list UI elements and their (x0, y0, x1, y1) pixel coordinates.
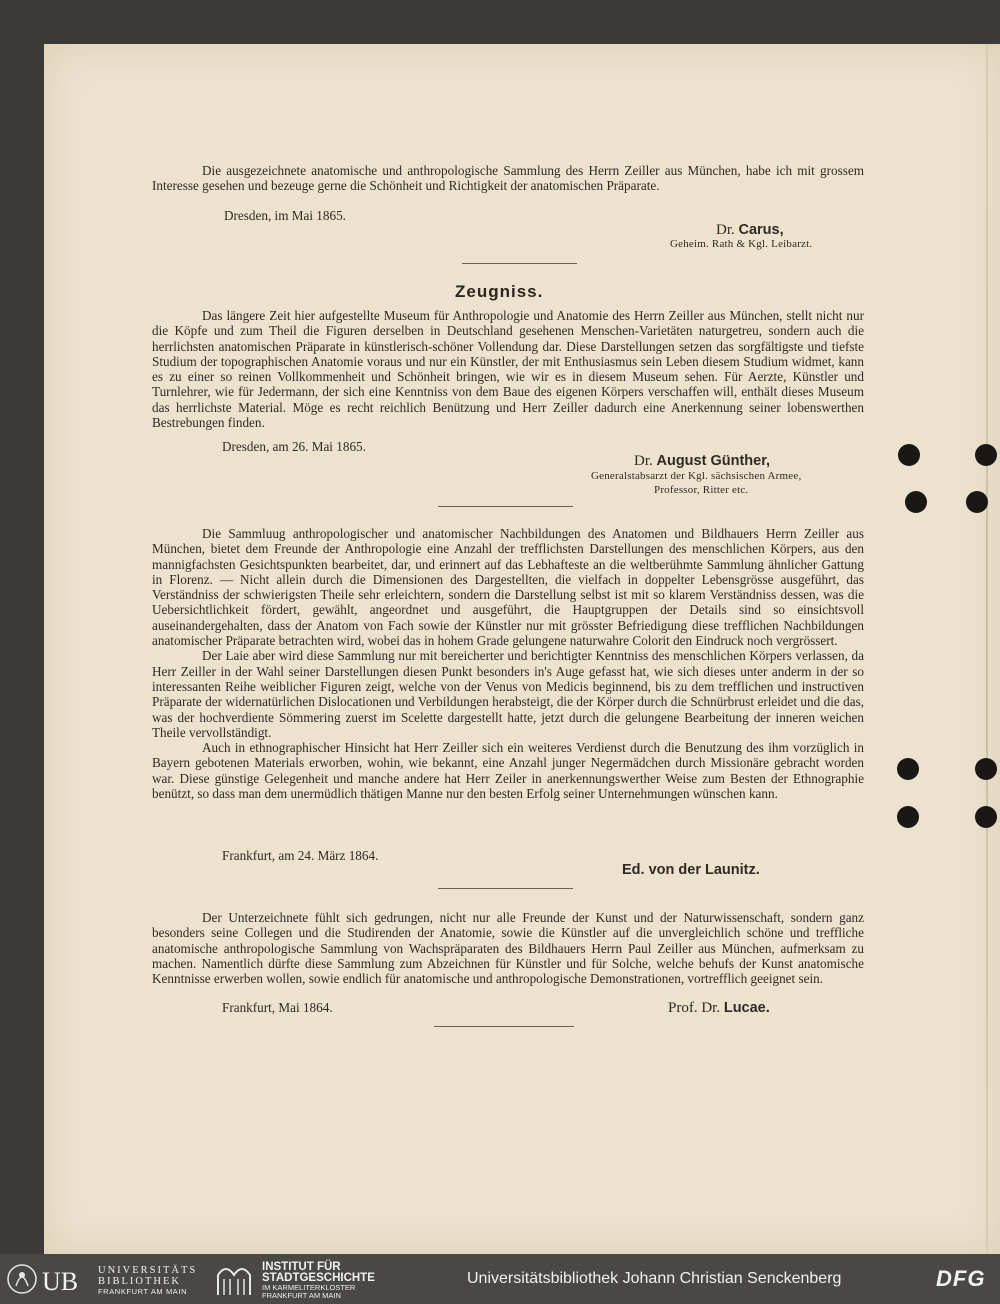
ub-logo-text: UB (42, 1267, 79, 1296)
divider (438, 506, 573, 507)
punch-hole (975, 758, 997, 780)
punch-hole (975, 806, 997, 828)
punch-hole (897, 758, 919, 780)
guenther-signature (634, 453, 770, 470)
zeugniss-text: Das längere Zeit hier aufgestellte Museum für Anthropologie und Anatomie des Herrn Zeiller aus München, stellt nicht nur die Köpfe und zum Theil die Figuren derselben in Deutschland gesehenen Menschen-Varietäten naturgetreu, sondern auch die herrlichsten anatomischen Präparate in künstlerisch-schöner Vollendung dar. Diese Darstellungen setzen das sorgfältigste und tiefste Studium der topographischen Anatomie voraus und nur ein Künstler, der mit Enthusiasmus sein Leben diesem Studium widmet, kann es zu einer so reinen Vollkommenheit und Schönheit bringen, wie wir es in diesem Museum sehen. Für Aerzte, Künstler und Turnlehrer, wie für Jedermann, der sich eine Kenntniss von dem Baue des eigenen Körpers verschaffen will, enthält dieses Museum das herrlichste Material. Möge es recht reichlich Benützung und Herr Zeiller dadurch eine Anerkennung seiner lobenswerthen Bestrebungen finden. (152, 308, 864, 431)
lucae-signature (668, 1000, 770, 1017)
ub-line-1: UNIVERSITÄTS (98, 1265, 198, 1276)
isg-line-3: IM KARMELITERKLOSTER (262, 1283, 356, 1292)
ub-logo-icon[interactable] (6, 1262, 96, 1296)
isg-line-1: INSTITUT FÜR (262, 1261, 341, 1273)
carus-sig-title: Geheim. Rath & Kgl. Leibarzt. (670, 238, 813, 250)
zeugniss-heading: Zeugniss. (455, 282, 544, 301)
dfg-logo[interactable]: DFG (936, 1266, 986, 1291)
library-title: Universitätsbibliothek Johann Christian Senckenberg (467, 1270, 842, 1287)
guenther-sig-name: August Günther, (656, 453, 771, 469)
guenther-sig-title-1: Generalstabsarzt der Kgl. sächsischen Armee, (591, 470, 802, 482)
punch-hole (905, 491, 927, 513)
carus-sig-name: Carus, (738, 222, 784, 238)
lucae-sig-name: Lucae. (723, 1000, 770, 1016)
lucae-text: Der Unterzeichnete fühlt sich gedrungen, nicht nur alle Freunde der Kunst und der Naturwissenschaft, sondern ganz besonders seine Collegen und die Studirenden der Anatomie, sowie die Künstler auf die unvergleichlich schöne und treffliche anatomische anthropologische Sammlung von Wachspräparaten des Bildhauers Herrn Paul Zeiller aus München, aufmerksam zu machen. Namentlich dürfte diese Sammlung zum Abzeichnen für Künstler und für Solche, welche behufs der Kunst anatomische Kenntnisse erwerben wollen, sowie endlich für anatomische und anthropologische Demonstrationen, vortrefflich geeignet sein. (152, 910, 864, 987)
carus-testimonial (152, 163, 864, 194)
divider (434, 1026, 574, 1027)
isg-logo-icon[interactable] (214, 1261, 254, 1297)
carus-text: Die ausgezeichnete anatomische und anthropologische Sammlung des Herrn Zeiller aus München, habe ich mit grossem Interesse gesehen und bezeuge gerne die Schönheit und Richtigkeit der anatomischen Präparate. (152, 163, 864, 194)
launitz-signature (622, 862, 760, 879)
carus-date: Dresden, im Mai 1865. (224, 208, 346, 223)
ub-line-2: BIBLIOTHEK (98, 1275, 181, 1287)
carus-signature (716, 222, 784, 239)
launitz-sig-name: Ed. von der Launitz. (622, 862, 760, 878)
ub-name[interactable] (98, 1266, 197, 1298)
divider (462, 263, 577, 264)
isg-line-4: FRANKFURT AM MAIN (262, 1291, 341, 1300)
launitz-para-2: Der Laie aber wird diese Sammlung nur mit bereicherter und berichtigter Kenntniss des menschlichen Körpers verlassen, da Herr Zeiller in der Wahl seiner Darstellungen diesen Punkt besonders in's Auge gefasst hat, wie sich dieses unter anderm in der so interessanten Reihe weiblicher Figuren zeigt, welche von der Venus von Medicis beginnend, bis zu dem trefflichen und instructiven Präparate der widernatürlichen Dislocationen und Verbildungen herabsteigt, die der Körper durch die Schnürbrust erleidet und die das, was der hochverdiente Sömmering zuerst im Scelette dargestellt hatte, jetzt durch die gelungene Bearbeitung der inneren weichen Theile vervollständigt. (152, 648, 864, 740)
guenther-sig-title-2: Professor, Ritter etc. (654, 484, 749, 496)
launitz-para-1: Die Sammluug anthropologischer und anatomischer Nachbildungen des Anatomen und Bildhauers Herrn Zeiller aus München, bietet dem Freunde der Anthropologie eine Anzahl der trefflichsten Darstellungen des menschlichen Körpers, aus den mannigfachsten Gesichtspunkten bearbeitet, dar, und erinnert auf das Lebhafteste an die weltberühmte Sammlung ähnlicher Gattung in Florenz. — Nicht allein durch die Dimensionen des Dargestellten, die vielfach in doppelter Lebensgrösse ausgeführt, das Verständniss der schwierigsten Theile sehr erleichtern, sondern die Darstellung selbst ist mit so klarem Verständniss dessen, was die Uebersichtlichkeit fördert, gewählt, angeordnet und ausgeführt, die Hauptgruppen der Details sind so einsichtsvoll auseinandergehalten, dass der Anatom von Fach sowie der Künstler nur mit grösster Befriedigung diese trefflichen Nachbildungen anatomischer Präparate betrachten wird, wobei das in hohem Grade gelungene naturwahre Colorit den Eindruck noch vergrössert. (152, 526, 864, 649)
ub-line-3: FRANKFURT AM MAIN (98, 1287, 188, 1296)
zeugniss-date: Dresden, am 26. Mai 1865. (222, 439, 366, 454)
isg-name[interactable] (262, 1262, 375, 1300)
launitz-date: Frankfurt, am 24. März 1864. (222, 848, 379, 863)
punch-hole (897, 806, 919, 828)
carus-sig-prefix: Dr. (716, 222, 735, 238)
divider (438, 888, 573, 889)
punch-hole (966, 491, 988, 513)
viewer-footer (0, 1254, 1000, 1304)
launitz-testimonial (152, 526, 864, 801)
guenther-sig-prefix: Dr. (634, 453, 653, 469)
punch-hole (898, 444, 920, 466)
lucae-sig-prefix: Prof. Dr. (668, 1000, 721, 1016)
isg-line-2: STADTGESCHICHTE (262, 1272, 375, 1284)
launitz-para-3: Auch in ethnographischer Hinsicht hat Herr Zeiller sich ein weiteres Verdienst durch die Benutzung des ihm vorzüglich in Bayern gebotenen Materials erworben, wohin, wie bekannt, eine Anzahl junger Negermädchen durch Missionäre gebracht worden war. Diese günstige Gelegenheit und manche andere hat Herr Zeiler in anerkennungswerther Weise zum Besten der Ethnographie benützt, so dass man dem unermüdlich thätigen Manne nur den besten Erfolg seiner Unternehmungen wünschen kann. (152, 740, 864, 802)
paper-fold (986, 44, 988, 1254)
lucae-date: Frankfurt, Mai 1864. (222, 1000, 333, 1015)
punch-hole (975, 444, 997, 466)
zeugniss-testimonial (152, 308, 864, 430)
lucae-testimonial (152, 910, 864, 986)
